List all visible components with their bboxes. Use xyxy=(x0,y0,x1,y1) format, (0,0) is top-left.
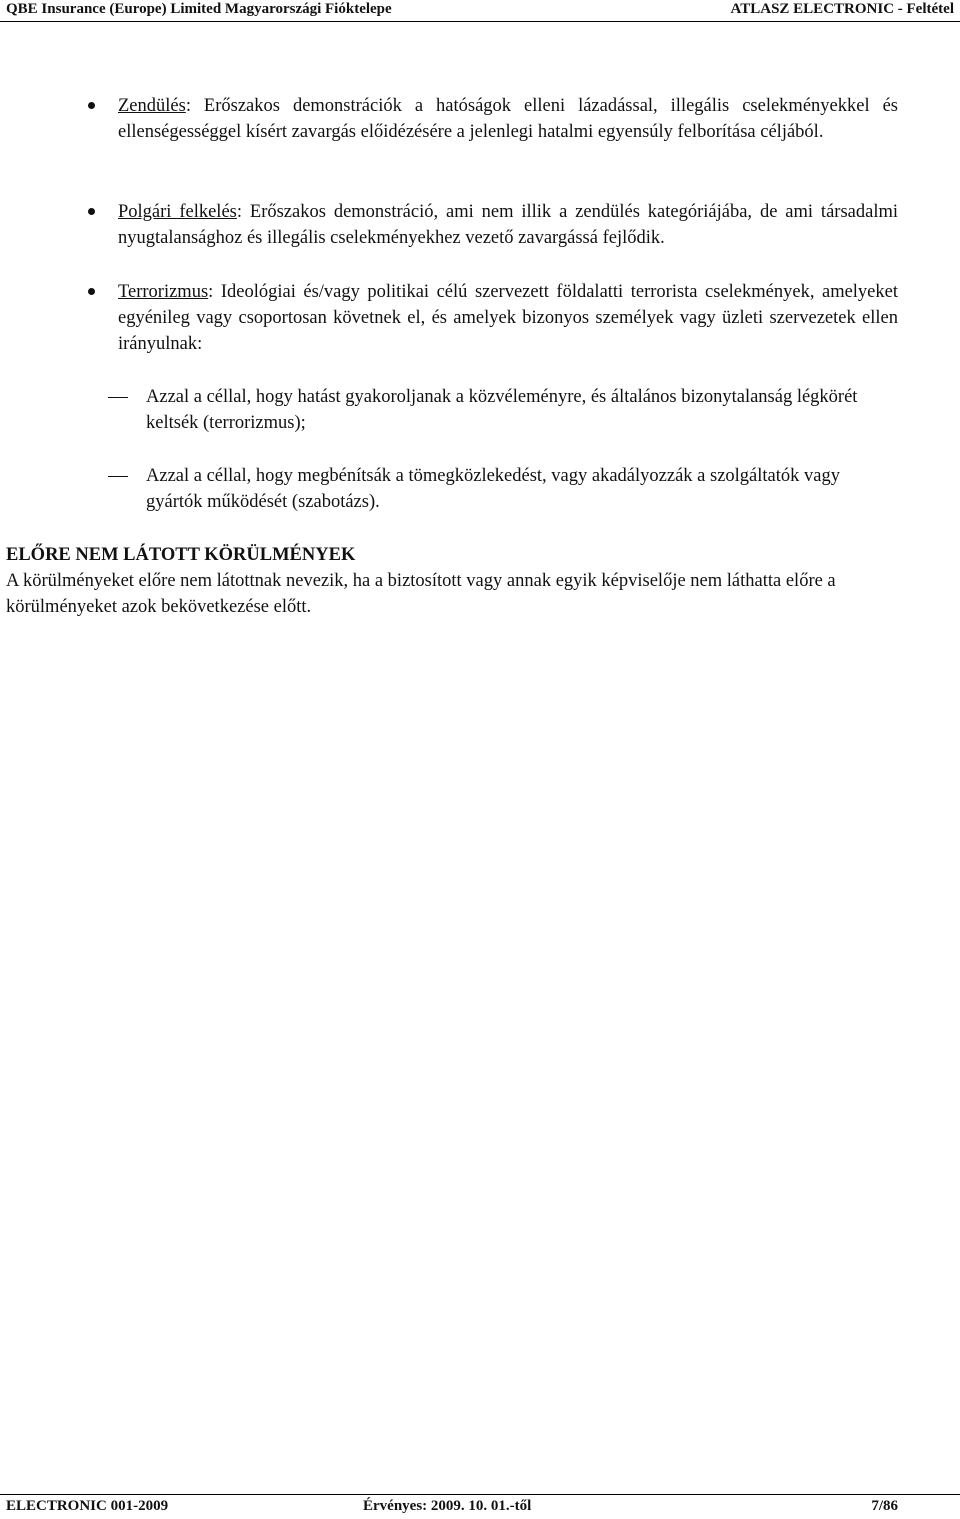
page-footer xyxy=(6,1497,898,1517)
section-paragraph: A körülményeket előre nem látottnak nevezik, ha a biztosított vagy annak egyik képviselője nem láthatta előre a körülményeket azok bekövetkezése előtt. xyxy=(6,571,836,617)
bullet-icon xyxy=(88,102,95,109)
header-divider xyxy=(0,21,960,22)
header-document-title: ATLASZ ELECTRONIC - Feltétel xyxy=(730,1,954,17)
sub-list-text: Azzal a céllal, hogy megbénítsák a tömegközlekedést, vagy akadályozzák a szolgáltatók vagy gyártók működését (szabotázs). xyxy=(146,466,840,512)
term-label: Zendülés xyxy=(118,96,186,116)
footer-document-code: ELECTRONIC 001-2009 xyxy=(6,1498,169,1514)
footer-validity: Érvényes: 2009. 10. 01.-től xyxy=(363,1498,532,1514)
page-header xyxy=(6,0,954,20)
bullet-icon xyxy=(88,208,95,215)
term-definition: : Erőszakos demonstráció, ami nem illik a zendülés kategóriájába, de ami társadalmi nyugtalansághoz és illegális cselekményekhez vezető zavargássá fejlődik. xyxy=(118,202,898,248)
sub-list-item-szabotazs xyxy=(146,463,898,515)
footer-divider xyxy=(0,1494,960,1495)
section-heading: ELŐRE NEM LÁTOTT KÖRÜLMÉNYEK xyxy=(6,545,356,565)
list-item-polgari-felkeles xyxy=(118,199,898,251)
term-label: Polgári felkelés xyxy=(118,202,237,222)
sub-list-text: Azzal a céllal, hogy hatást gyakoroljanak a közvéleményre, és általános bizonytalanság légkörét keltsék (terrorizmus); xyxy=(146,387,858,433)
term-definition: : Erőszakos demonstrációk a hatóságok elleni lázadással, illegális cselekményekkel és ellenségességgel kísért zavargás előidézésére a jelenlegi hatalmi egyensúly felborítása céljából. xyxy=(118,96,898,142)
footer-page-number: 7/86 xyxy=(871,1498,898,1514)
header-company: QBE Insurance (Europe) Limited Magyarországi Fióktelepe xyxy=(6,1,392,17)
list-item-zendules xyxy=(118,93,898,145)
dash-icon xyxy=(108,476,128,477)
list-item-terrorizmus xyxy=(118,279,898,357)
term-label: Terrorizmus xyxy=(118,282,209,302)
sub-list-item-terrorizmus xyxy=(146,384,898,436)
term-definition: : Ideológiai és/vagy politikai célú szervezett földalatti terrorista cselekmények, amelyeket egyénileg vagy csoportosan követnek el, és amelyek bizonyos személyek vagy üzleti szervezetek ellen irányulnak: xyxy=(118,282,898,354)
dash-icon xyxy=(108,397,128,398)
bullet-icon xyxy=(88,288,95,295)
